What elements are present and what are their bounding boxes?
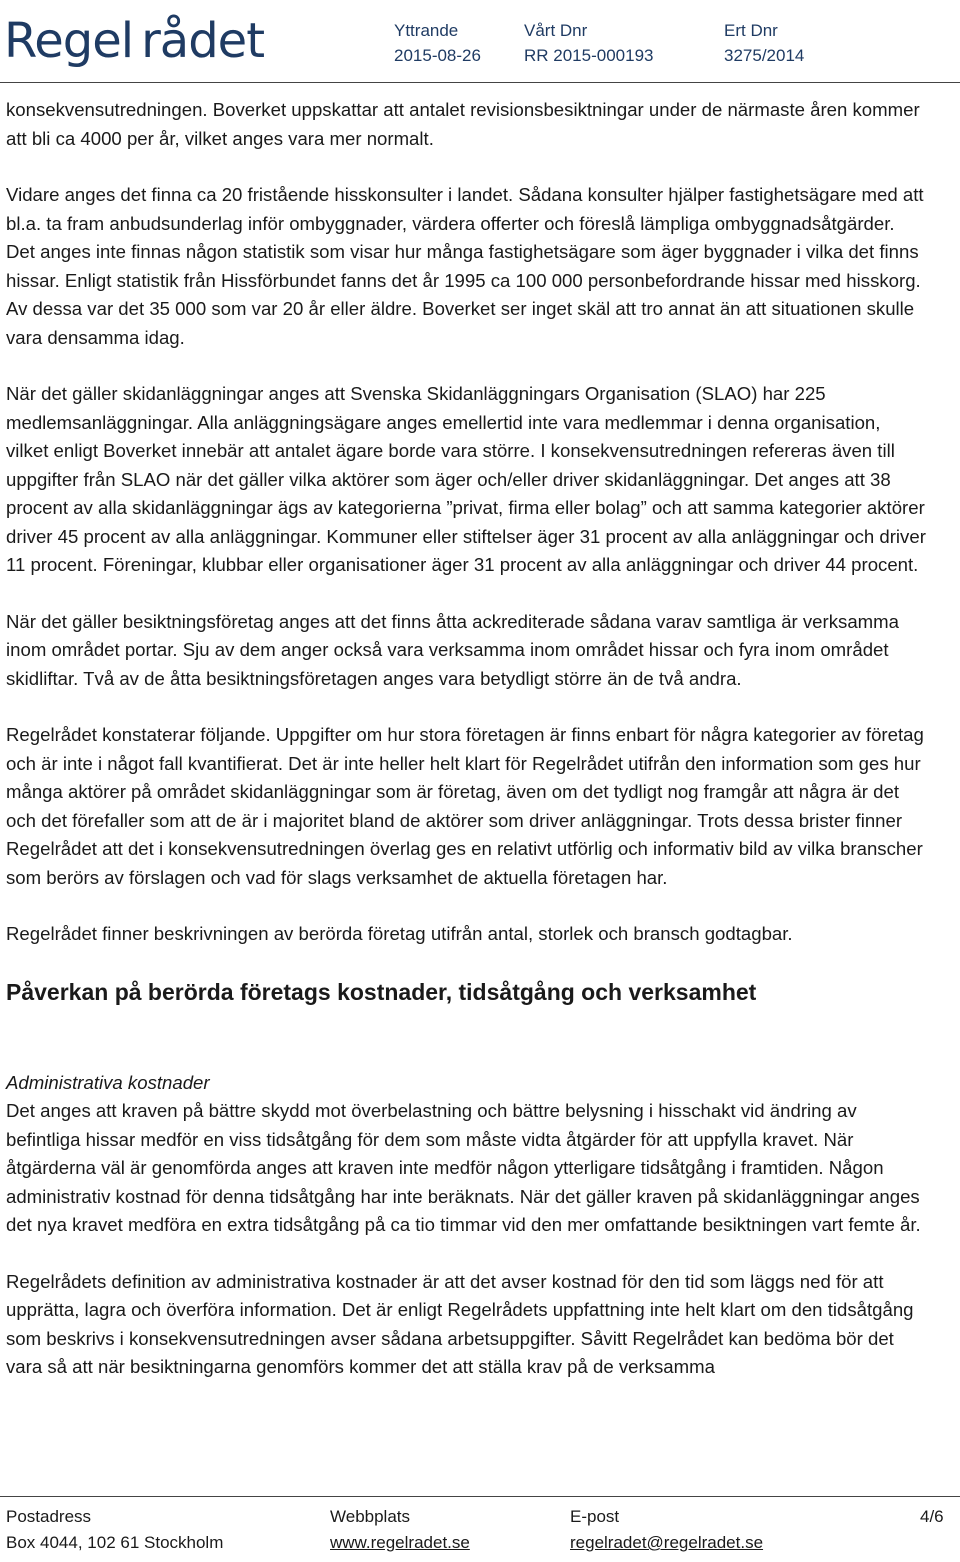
document-body — [6, 96, 926, 1410]
meta-value: RR 2015-000193 — [524, 46, 654, 65]
meta-label: Vårt Dnr — [524, 21, 588, 40]
subsection-heading: Administrativa kostnader — [6, 1071, 210, 1093]
meta-vart-dnr — [524, 18, 653, 68]
footer-label: Postadress — [6, 1507, 92, 1526]
page-header — [0, 0, 960, 80]
footer-value: Box 4044, 102 61 Stockholm — [6, 1533, 224, 1552]
paragraph: När det gäller besiktningsföretag anges att det finns åtta ackrediterade sådana varav samtliga är verksamma inom området portar. Sju av dem anger också vara verksamma inom området hissar och fyra inom området skidliftar. Två av de åtta besiktningsföretagen anges vara betydligt större än de två andra. — [6, 610, 899, 689]
page-number: 4/6 — [920, 1507, 944, 1526]
meta-ert-dnr — [724, 18, 804, 68]
regelradet-logo — [4, 6, 264, 76]
paragraph: Regelrådet konstaterar följande. Uppgifter om hur stora företagen är finns enbart för några kategorier av företag och är inte i något fall kvantifierat. Det är inte heller helt klart för Regelrådet utifrån den information som ges hur många aktörer på området skidanläggningar som är företag, även om det tydligt nog framgår att några är det och det förefaller som att de är i majoritet bland de aktörer som driver anläggningar. Trots dessa brister finner Regelrådet att det i konsekvensutredningen överlag ges en relativt utförlig och informativ bild av vilka branscher som berörs av förslagen och vad för slags verksamhet de aktuella företagen har. — [6, 724, 924, 888]
paragraph: Regelrådet finner beskrivningen av berörda företag utifrån antal, storlek och bransch godtagbar. — [6, 923, 793, 944]
footer-email — [570, 1504, 763, 1556]
paragraph: Regelrådets definition av administrativa kostnader är att det avser kostnad för den tid som läggs ned för att upprätta, lagra och överföra information. Det är enligt Regelrådets uppfattning inte helt klart om den tidsåtgång som beskrivs i konsekvensutredningen avser sådana arbetsuppgifter. Såvitt Regelrådet kan bedöma bör det vara så att när besiktningarna genomförs kommer det att ställa krav på de verksamma — [6, 1270, 914, 1377]
meta-label: Yttrande — [394, 21, 459, 40]
logo-right-text: rådet — [141, 13, 265, 69]
meta-yttrande — [394, 18, 481, 68]
footer-rule — [0, 1496, 960, 1497]
meta-value: 3275/2014 — [724, 46, 805, 65]
header-rule — [0, 82, 960, 83]
page-footer — [0, 1496, 960, 1562]
footer-address — [6, 1504, 223, 1556]
website-link[interactable]: www.regelradet.se — [330, 1533, 470, 1552]
paragraph: konsekvensutredningen. Boverket uppskattar att antalet revisionsbesiktningar under de närmaste åren kommer att bli ca 4000 per år, vilket anges vara mer normalt. — [6, 99, 920, 149]
meta-label: Ert Dnr — [724, 21, 778, 40]
section-heading: Påverkan på berörda företags kostnader, tidsåtgång och verksamhet — [6, 978, 757, 1005]
email-link[interactable]: regelradet@regelradet.se — [570, 1533, 764, 1552]
meta-value: 2015-08-26 — [394, 46, 481, 65]
paragraph: Vidare anges det finna ca 20 fristående hisskonsulter i landet. Sådana konsulter hjälper fastighetsägare med att bl.a. ta fram anbudsunderlag inför ombyggnader, värdera offerter och föreslå lämpliga ombyggnadsåtgärder. Det anges inte finnas någon statistik som visar hur många fastighetsägare som äger byggnader i vilka det finns hissar. Enligt statistik från Hissförbundet fanns det år 1995 ca 100 000 personbefordrande hissar med hisskorg. Av dessa var det 35 000 som var 20 år eller äldre. Boverket ser inget skäl att tro annat än att situationen skulle vara densamma idag. — [6, 184, 924, 348]
logo-left-text: Regel — [4, 13, 134, 69]
footer-label: E-post — [570, 1507, 620, 1526]
paragraph: När det gäller skidanläggningar anges att Svenska Skidanläggningars Organisation (SLAO) har 225 medlemsanläggningar. Alla anläggningsägare anges emellertid inte vara medlemmar i denna organisation, vilket enligt Boverket innebär att antalet ägare borde vara större. I konsekvensutredningen refereras även till uppgifter från SLAO när det gäller vilka aktörer som äger och/eller driver skidanläggningar. Det anges att 38 procent av alla skidanläggningar ägs av kategorierna ”privat, firma eller bolag” och att samma kategorier aktörer driver 45 procent av alla anläggningar. Kommuner eller stiftelser äger 31 procent av alla anläggningar och driver 11 procent. Föreningar, klubbar eller organisationer äger 31 procent av alla anläggningar och driver 44 procent. — [6, 383, 926, 575]
footer-label: Webbplats — [330, 1507, 411, 1526]
footer-web — [330, 1504, 470, 1556]
paragraph: Det anges att kraven på bättre skydd mot överbelastning och bättre belysning i hisschakt vid ändring av befintliga hissar medför en viss tidsåtgång för dem som måste vidta åtgärder för att uppfylla kravet. När åtgärderna väl är genomförda anges att kraven inte medför någon ytterligare tidsåtgång i framtiden. Någon administrativ kostnad för denna tidsåtgång har inte beräknats. När det gäller kraven på skidanläggningar anges det nya kravet medföra en extra tidsåtgång på ca tio timmar vid den mer omfattande besiktningen vart femte år. — [6, 1100, 921, 1235]
